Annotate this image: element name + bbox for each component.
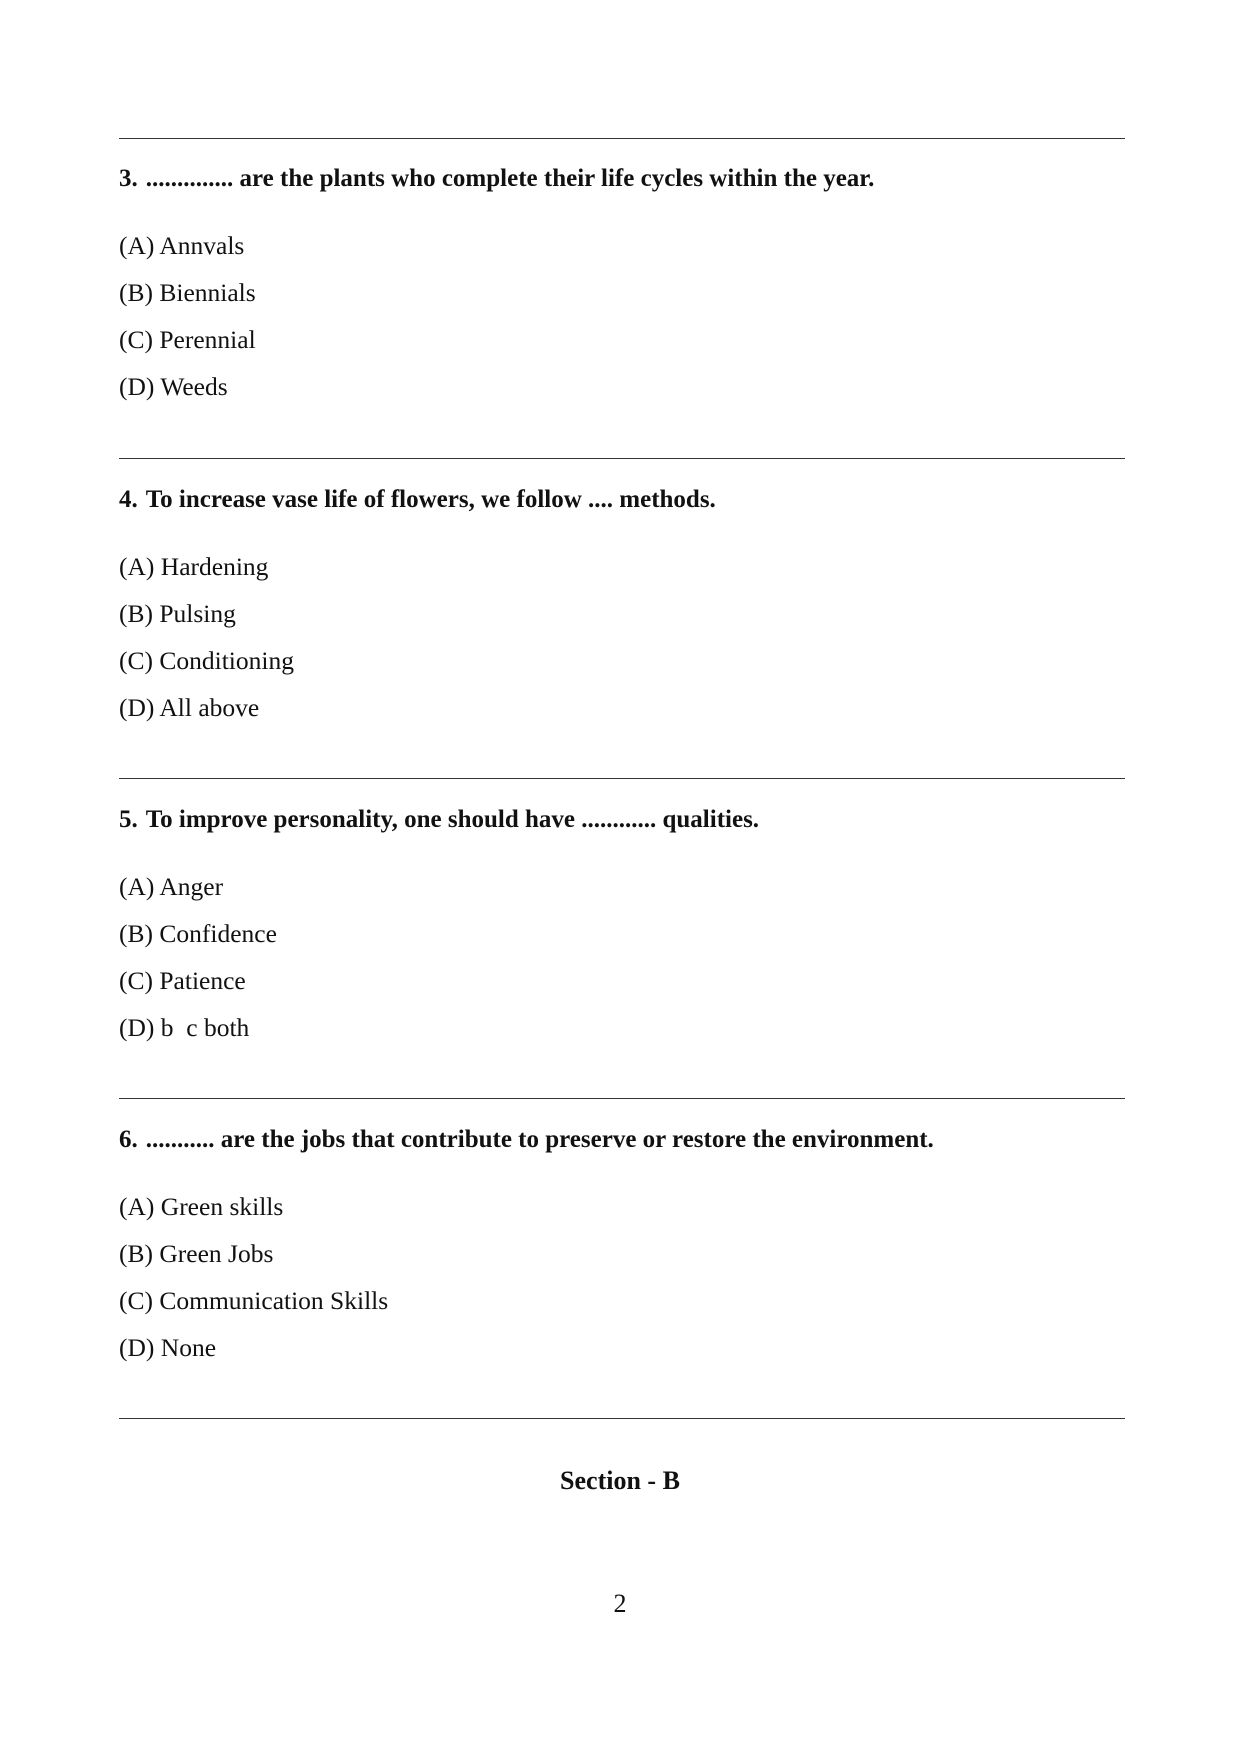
options-list xyxy=(119,1192,1125,1380)
option-c: (C) Communication Skills xyxy=(119,1286,389,1315)
page-number: 2 xyxy=(613,1589,627,1618)
options-list xyxy=(119,552,1125,740)
option-d: (D) None xyxy=(119,1333,217,1362)
question-number: 3. xyxy=(119,165,138,192)
divider-line xyxy=(119,458,1125,459)
question-text xyxy=(119,485,1125,515)
question-3 xyxy=(119,164,1125,419)
option-c: (C) Patience xyxy=(119,966,246,995)
option-c: (C) Perennial xyxy=(119,325,256,354)
question-stem: To increase vase life of flowers, we follow .... methods. xyxy=(145,486,716,513)
question-stem: ........... are the jobs that contribute to preserve or restore the environment. xyxy=(145,1126,934,1153)
divider-line xyxy=(119,1418,1125,1419)
option-d: (D) b c both xyxy=(119,1013,250,1042)
option-b: (B) Confidence xyxy=(119,919,277,948)
option-a: (A) Green skills xyxy=(119,1192,284,1221)
option-b: (B) Pulsing xyxy=(119,599,236,628)
question-number: 5. xyxy=(119,806,138,833)
option-a: (A) Anger xyxy=(119,872,224,901)
question-text xyxy=(119,1125,1125,1155)
question-5 xyxy=(119,805,1125,1060)
question-6 xyxy=(119,1125,1125,1380)
divider-line xyxy=(119,138,1125,139)
section-title: Section - B xyxy=(560,1466,680,1495)
option-b: (B) Biennials xyxy=(119,278,256,307)
question-4 xyxy=(119,485,1125,740)
question-number: 6. xyxy=(119,1126,138,1153)
question-text xyxy=(119,164,1125,194)
question-text xyxy=(119,805,1125,835)
option-b: (B) Green Jobs xyxy=(119,1239,274,1268)
option-d: (D) All above xyxy=(119,693,260,722)
options-list xyxy=(119,231,1125,419)
option-d: (D) Weeds xyxy=(119,372,228,401)
option-a: (A) Hardening xyxy=(119,552,269,581)
divider-line xyxy=(119,1098,1125,1099)
options-list xyxy=(119,872,1125,1060)
option-a: (A) Annvals xyxy=(119,231,245,260)
question-number: 4. xyxy=(119,486,138,513)
option-c: (C) Conditioning xyxy=(119,646,294,675)
question-stem: To improve personality, one should have ............ qualities. xyxy=(145,806,760,833)
divider-line xyxy=(119,778,1125,779)
question-stem: .............. are the plants who complete their life cycles within the year. xyxy=(145,165,875,192)
